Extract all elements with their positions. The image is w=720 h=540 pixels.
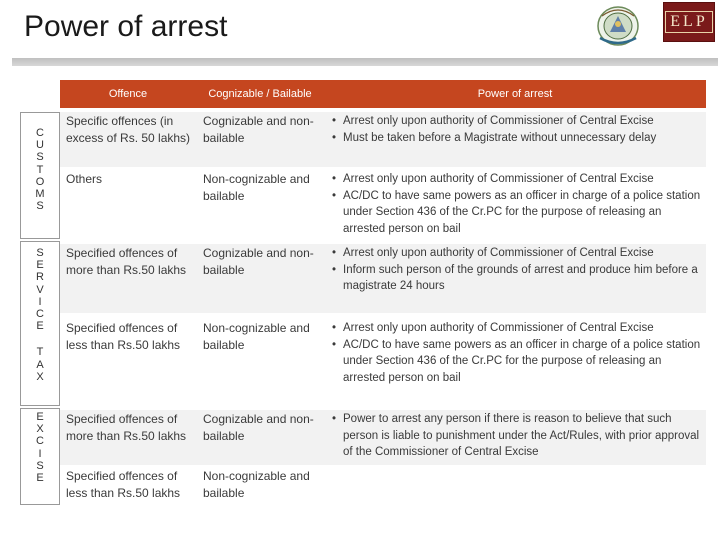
section-label-excise: E X C I S E — [20, 408, 60, 505]
type-cell: Cognizable and non-bailable — [203, 412, 314, 443]
type-cell: Non-cognizable and bailable — [203, 172, 310, 203]
section-label-service-tax: S E R V I C E T A X — [20, 241, 60, 406]
header-cognizable-bailable: Cognizable / Bailable — [196, 80, 324, 108]
power-item: • Arrest only upon authority of Commissioner of Central Excise — [332, 115, 654, 127]
header-power-of-arrest: Power of arrest — [324, 80, 706, 108]
section-label-customs: C U S T O M S — [20, 112, 60, 239]
power-item: • Arrest only upon authority of Commissioner of Central Excise — [332, 247, 654, 259]
type-cell: Non-cognizable and bailable — [203, 469, 310, 500]
power-item: • AC/DC to have same powers as an officer in charge of a police station under Section 436 of the Cr.PC for the purpose of releasing an arrested person on bail — [332, 338, 701, 384]
power-item: • AC/DC to have same powers as an officer in charge of a police station under Section 436 of the Cr.PC for the purpose of releasing an arrested person on bail — [332, 189, 701, 235]
power-item: • Arrest only upon authority of Commissioner of Central Excise — [332, 173, 654, 185]
offence-cell: Specified offences of less than Rs.50 lakhs — [66, 469, 181, 500]
power-item: • Inform such person of the grounds of arrest and produce him before a magistrate 24 hours — [332, 263, 698, 292]
type-cell: Non-cognizable and bailable — [203, 321, 310, 352]
header-blank-cell — [20, 80, 60, 108]
type-cell: Cognizable and non-bailable — [203, 114, 314, 145]
type-cell: Cognizable and non-bailable — [203, 246, 314, 277]
power-item: • Power to arrest any person if there is reason to believe that such person is liable to punishment under the Act/Rules, with prior approval of the Commissioner of Central Excise — [332, 413, 700, 458]
header-offence: Offence — [60, 80, 196, 108]
elp-logo — [663, 2, 715, 42]
seal-emblem-icon — [592, 4, 644, 48]
offence-cell: Specific offences (in excess of Rs. 50 lakhs) — [66, 114, 191, 145]
offence-cell: Specified offences of less than Rs.50 lakhs — [66, 321, 181, 352]
page-title: Power of arrest — [24, 10, 228, 43]
offence-cell: Specified offences of more than Rs.50 lakhs — [66, 412, 187, 443]
title-divider — [12, 58, 718, 66]
offence-cell: Others — [66, 172, 103, 186]
power-item: • Arrest only upon authority of Commissioner of Central Excise — [332, 322, 654, 334]
logo-text: ELP — [665, 11, 712, 33]
power-item: • Must be taken before a Magistrate without unnecessary delay — [332, 131, 657, 144]
offence-cell: Specified offences of more than Rs.50 lakhs — [66, 246, 187, 277]
